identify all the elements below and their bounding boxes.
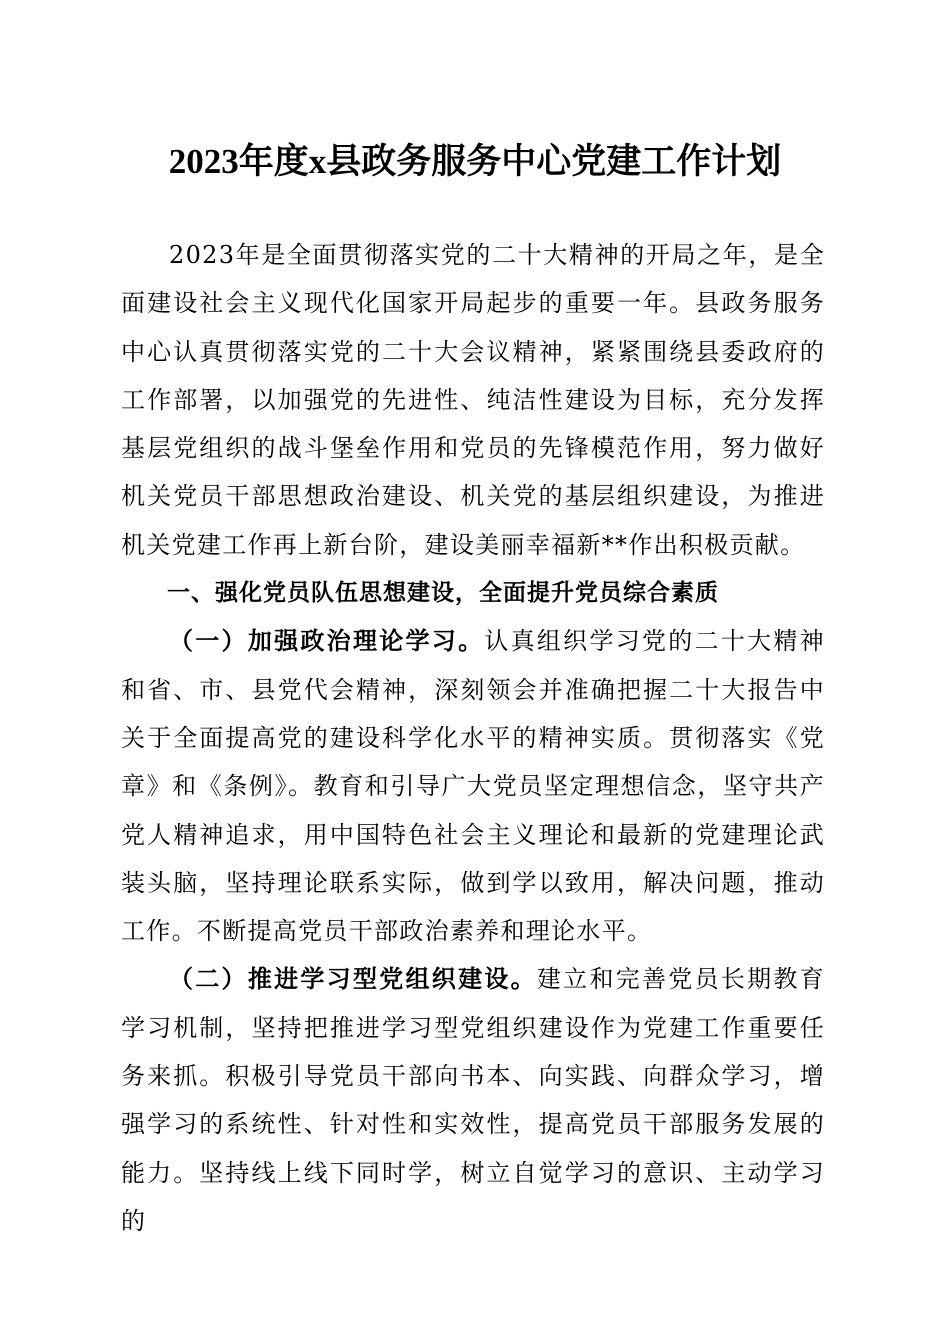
item2-text: 建立和完善党员长期教育学习机制，坚持把推进学习型党组织建设作为党建工作重要任务来抓。积极引导党员干部向书本、向实践、向群众学习，增强学习的系统性、针对性和实效性，提高党员干部服务发展的能力。坚持线上线下同时学，树立自觉学习的意识、主动学习的	[121, 965, 825, 1235]
section1-item1-paragraph	[121, 617, 825, 955]
section1-item2-paragraph	[121, 955, 825, 1245]
item1-lead: （一）加强政治理论学习。	[169, 626, 485, 656]
item2-lead: （二）推进学习型党组织建设。	[169, 964, 537, 994]
document-body	[121, 231, 825, 1245]
item1-text: 认真组织学习党的二十大精神和省、市、县党代会精神，深刻领会并准确把握二十大报告中关于全面提高党的建设科学化水平的精神实质。贯彻落实《党章》和《条例》。教育和引导广大党员坚定理想信念，坚守共产党人精神追求，用中国特色社会主义理论和最新的党建理论武装头脑，坚持理论联系实际，做到学以致用，解决问题，推动工作。不断提高党员干部政治素养和理论水平。	[121, 627, 825, 946]
document-title: 2023年度x县政务服务中心党建工作计划	[168, 142, 782, 181]
intro-paragraph: 2023年是全面贯彻落实党的二十大精神的开局之年，是全面建设社会主义现代化国家开局起步的重要一年。县政务服务中心认真贯彻落实党的二十大会议精神，紧紧围绕县委政府的工作部署，以加强党的先进性、纯洁性建设为目标，充分发挥基层党组织的战斗堡垒作用和党员的先锋模范作用，努力做好机关党员干部思想政治建设、机关党的基层组织建设，为推进机关党建工作再上新台阶，建设美丽幸福新**作出积极贡献。	[121, 241, 825, 559]
section-heading-1: 一、强化党员队伍思想建设，全面提升党员综合素质	[167, 580, 719, 607]
